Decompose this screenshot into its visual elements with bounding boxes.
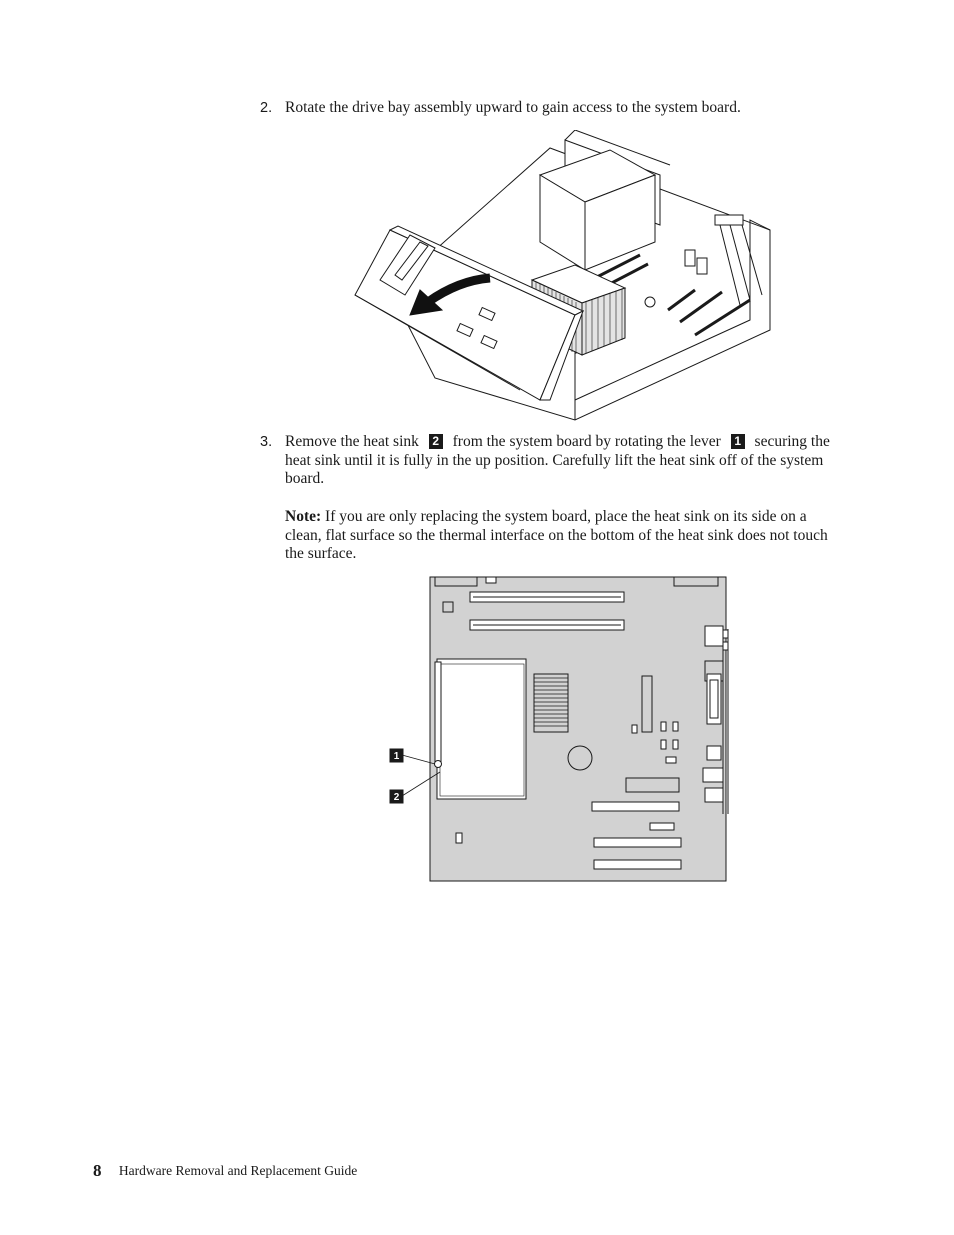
- step-text-part: securing the heat sink until it is fully in the up position. Carefully lift the heat sink off of the system board.: [285, 433, 830, 487]
- step-text-part: Remove the heat sink: [285, 433, 419, 450]
- footer-title: Hardware Removal and Replacement Guide: [118, 1163, 358, 1178]
- figure-callout-2: 2: [393, 792, 400, 803]
- step-text: [285, 433, 840, 489]
- figure-callout-1: 1: [393, 751, 400, 762]
- step-2: [260, 99, 840, 118]
- step-text: Rotate the drive bay assembly upward to gain access to the system board.: [285, 99, 741, 116]
- page-footer: [93, 1161, 357, 1181]
- note: [285, 508, 841, 564]
- step-3: [260, 433, 840, 489]
- callout-lever: 1: [731, 434, 745, 449]
- step-number: 2.: [260, 100, 273, 116]
- step-number: 3.: [260, 434, 273, 450]
- step-text-part: from the system board by rotating the lever: [452, 433, 721, 450]
- page-number: 8: [93, 1161, 102, 1180]
- callout-heat-sink: 2: [429, 434, 443, 449]
- note-text: If you are only replacing the system board, place the heat sink on its side on a clean, flat surface so the thermal interface on the bottom of the heat sink does not touch the surface.: [285, 508, 828, 562]
- system-board-illustration: [385, 574, 735, 886]
- drive-bay-rotation-illustration: [350, 130, 775, 422]
- note-label: Note:: [285, 508, 322, 525]
